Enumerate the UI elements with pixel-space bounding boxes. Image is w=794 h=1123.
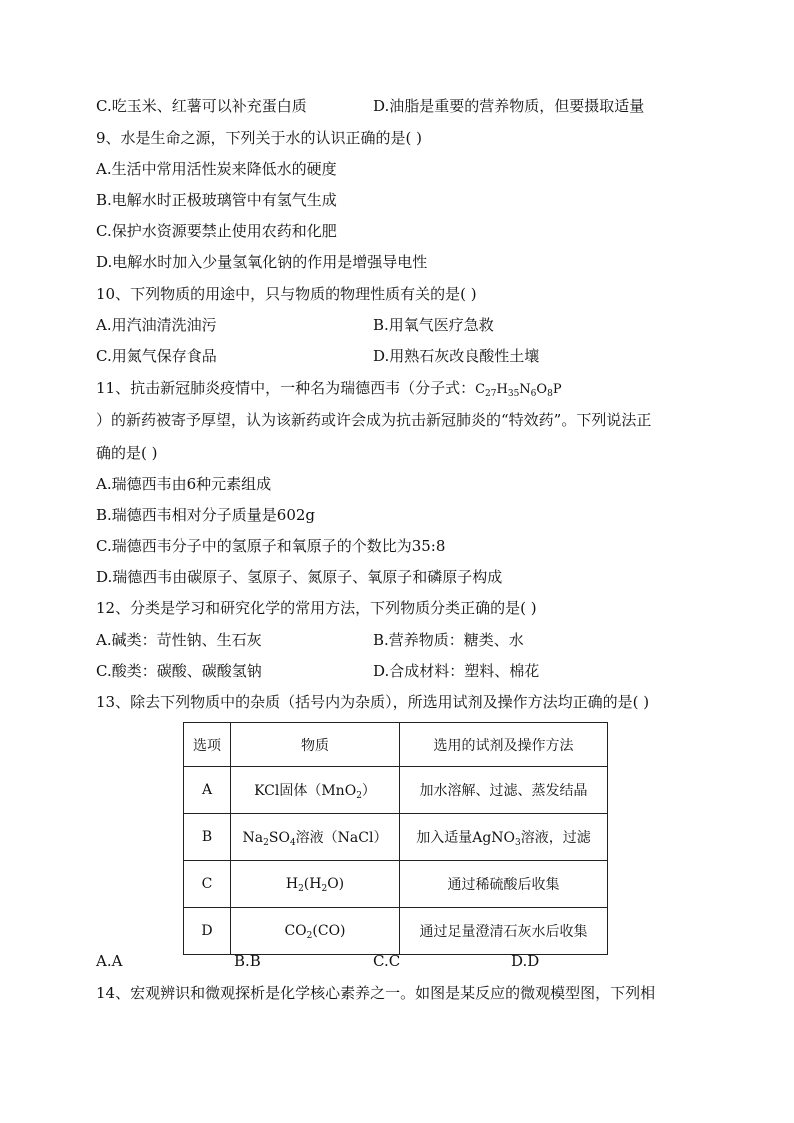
- q11-stem-line3: 确的是( ): [96, 444, 158, 462]
- q9-stem: 9、水是生命之源，下列关于水的认识正确的是( ): [96, 129, 423, 147]
- q12-option-a: A.碱类：苛性钠、生石灰: [96, 631, 262, 649]
- q8-option-d: D.油脂是重要的营养物质，但要摄取适量: [373, 97, 645, 115]
- q12-option-c: C.酸类：碳酸、碳酸氢钠: [96, 662, 262, 680]
- q12-option-b: B.营养物质：糖类、水: [373, 631, 524, 649]
- q11-option-b: B.瑞德西韦相对分子质量是602g: [96, 506, 316, 524]
- q11-option-a: A.瑞德西韦由6种元素组成: [96, 475, 272, 493]
- row-substance: KCl固体（MnO$_2$）: [231, 767, 400, 814]
- q12-stem: 12、分类是学习和研究化学的常用方法，下列物质分类正确的是( ): [96, 599, 537, 617]
- row-method: 通过稀硫酸后收集: [400, 861, 608, 908]
- q11-stem-text: 11、抗击新冠肺炎疫情中，一种名为瑞德西韦（分子式：: [96, 379, 476, 397]
- q13-answer-a: A.A: [96, 952, 123, 970]
- q13-stem: 13、除去下列物质中的杂质（括号内为杂质），所选用试剂及操作方法均正确的是( ): [96, 693, 650, 711]
- q9-option-c: C.保护水资源要禁止使用农药和化肥: [96, 222, 337, 240]
- row-substance: $H_2(H_2O)$: [231, 861, 400, 908]
- row-method: 加入适量AgNO$_3$溶液，过滤: [400, 814, 608, 861]
- q13-answer-d: D.D: [511, 952, 540, 970]
- table-row: [184, 908, 608, 955]
- table-row: [184, 861, 608, 908]
- q10-option-b: B.用氧气医疗急救: [373, 316, 494, 334]
- row-option: D: [184, 908, 231, 955]
- q8-option-c: C.吃玉米、红薯可以补充蛋白质: [96, 97, 307, 115]
- table-header-row: [184, 723, 608, 767]
- q13-answer-c: C.C: [373, 952, 401, 970]
- row-substance: $Na_2SO_4$溶液（NaCl）: [231, 814, 400, 861]
- q14-stem: 14、宏观辨识和微观探析是化学核心素养之一。如图是某反应的微观模型图，下列相: [96, 984, 656, 1002]
- q9-option-a: A.生活中常用活性炭来降低水的硬度: [96, 160, 337, 178]
- q10-option-d: D.用熟石灰改良酸性土壤: [373, 347, 540, 365]
- header-method: 选用的试剂及操作方法: [400, 723, 608, 767]
- row-option: C: [184, 861, 231, 908]
- row-method: 通过足量澄清石灰水后收集: [400, 908, 608, 955]
- q11-option-c: C.瑞德西韦分子中的氢原子和氧原子的个数比为35:8: [96, 537, 446, 555]
- q11-option-d: D.瑞德西韦由碳原子、氢原子、氮原子、氧原子和磷原子构成: [96, 568, 503, 586]
- row-substance: $CO_2(CO)$: [231, 908, 400, 955]
- q11-formula: $C_{27}H_{35}N_6O_8P$: [475, 382, 562, 399]
- q13-answer-b: B.B: [234, 952, 261, 970]
- q12-option-d: D.合成材料：塑料、棉花: [373, 662, 540, 680]
- row-option: B: [184, 814, 231, 861]
- q11-stem-line2: ）的新药被寄予厚望，认为该新药或许会成为抗击新冠肺炎的“特效药”。下列说法正: [96, 411, 652, 429]
- q10-stem: 10、下列物质的用途中，只与物质的物理性质有关的是( ): [96, 285, 477, 303]
- q11-stem-line1: [96, 378, 562, 400]
- q10-option-a: A.用汽油清洗油污: [96, 316, 217, 334]
- table-row: [184, 814, 608, 861]
- q10-option-c: C.用氮气保存食品: [96, 347, 217, 365]
- q9-option-b: B.电解水时正极玻璃管中有氢气生成: [96, 191, 337, 209]
- row-method: 加水溶解、过滤、蒸发结晶: [400, 767, 608, 814]
- header-substance: 物质: [231, 723, 400, 767]
- header-option: 选项: [184, 723, 231, 767]
- row-option: A: [184, 767, 231, 814]
- q9-option-d: D.电解水时加入少量氢氧化钠的作用是增强导电性: [96, 253, 428, 271]
- table-row: [184, 767, 608, 814]
- q13-table: [183, 722, 608, 955]
